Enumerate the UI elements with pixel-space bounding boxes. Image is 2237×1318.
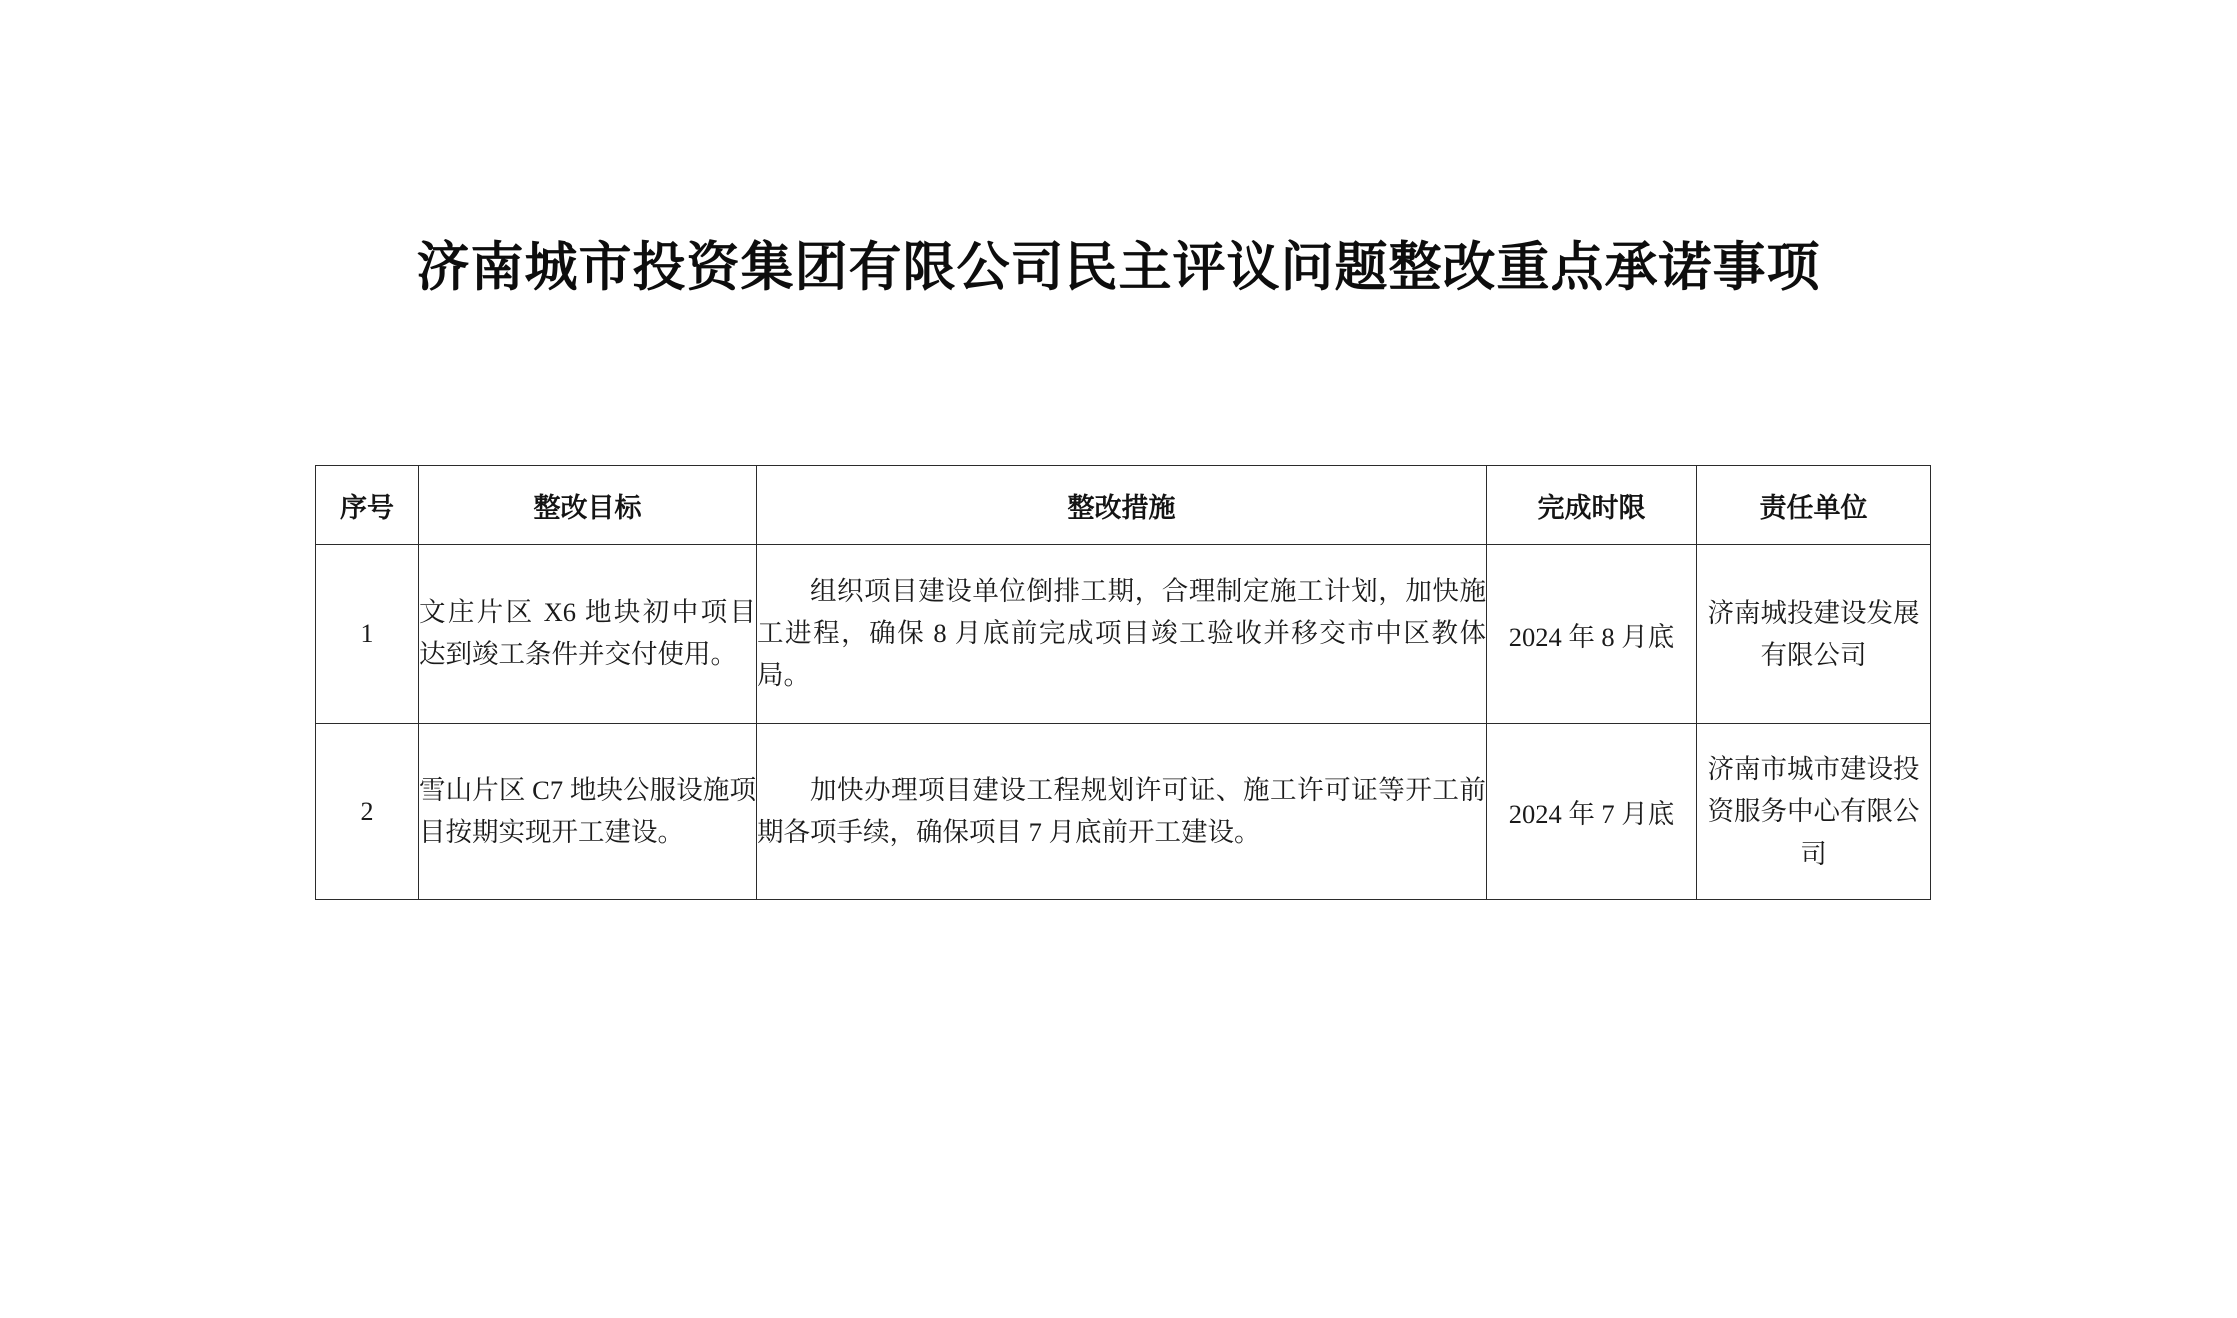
cell-goal: 雪山片区 C7 地块公服设施项目按期实现开工建设。 [419, 724, 757, 900]
cell-deadline: 2024 年 7 月底 [1487, 724, 1697, 900]
cell-deadline: 2024 年 8 月底 [1487, 545, 1697, 724]
table-header [316, 466, 1931, 545]
table-row [316, 545, 1931, 724]
commitment-table-container [315, 465, 1930, 900]
cell-measure: 组织项目建设单位倒排工期，合理制定施工计划，加快施工进程，确保 8 月底前完成项目竣工验收并移交市中区教体局。 [757, 545, 1487, 724]
table-header-row [316, 466, 1931, 545]
table-row [316, 724, 1931, 900]
cell-no: 1 [316, 545, 419, 724]
column-header-no: 序号 [316, 466, 419, 545]
column-header-goal: 整改目标 [419, 466, 757, 545]
column-header-deadline: 完成时限 [1487, 466, 1697, 545]
commitment-table [315, 465, 1931, 900]
cell-no: 2 [316, 724, 419, 900]
page-title: 济南城市投资集团有限公司民主评议问题整改重点承诺事项 [416, 238, 1821, 297]
cell-measure: 加快办理项目建设工程规划许可证、施工许可证等开工前期各项手续，确保项目 7 月底前开工建设。 [757, 724, 1487, 900]
cell-goal: 文庄片区 X6 地块初中项目达到竣工条件并交付使用。 [419, 545, 757, 724]
table-body [316, 545, 1931, 900]
cell-unit: 济南市城市建设投资服务中心有限公司 [1697, 724, 1931, 900]
cell-unit: 济南城投建设发展有限公司 [1697, 545, 1931, 724]
column-header-measure: 整改措施 [757, 466, 1487, 545]
column-header-unit: 责任单位 [1697, 466, 1931, 545]
